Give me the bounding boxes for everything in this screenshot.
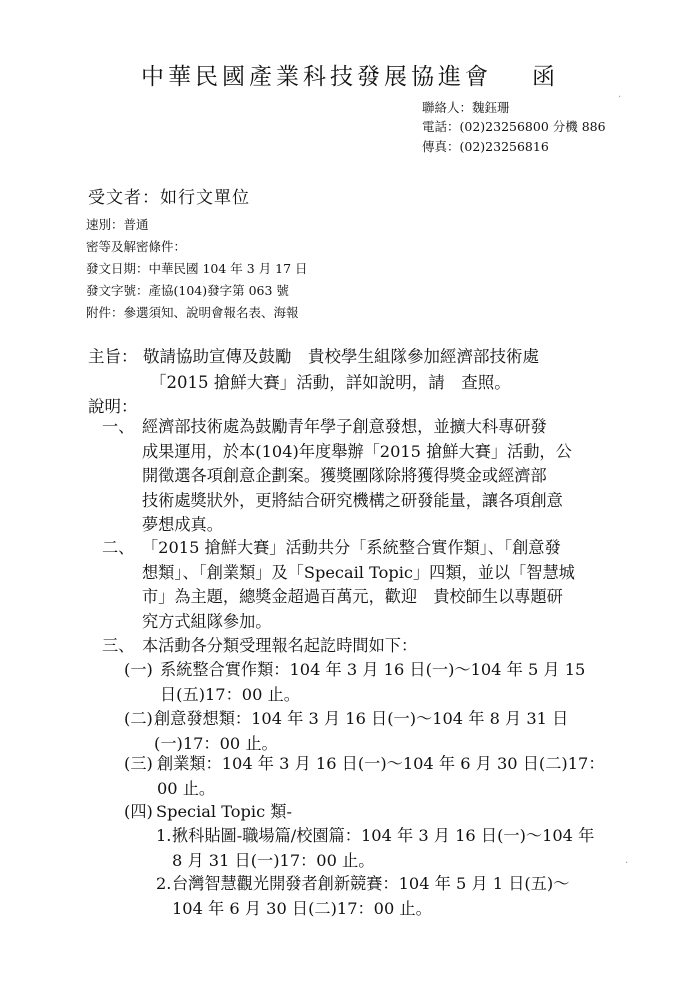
item-line: 技術處獎狀外，更將結合研究機構之研發能量，讓各項創意 bbox=[142, 490, 563, 510]
category-item bbox=[124, 707, 568, 756]
recipient: 受文者：如行文單位 bbox=[88, 188, 250, 208]
subject-line: 敬請協助宣傳及鼓勵 貴校學生組隊參加經濟部技術處 bbox=[143, 347, 539, 366]
sub-item-line: 104 年 6 月 30 日(二)17：00 止。 bbox=[172, 898, 432, 918]
category-line: 系統整合實作類：104 年 3 月 16 日(一)～104 年 5 月 15 bbox=[160, 660, 586, 679]
org-title: 中華民國產業科技發展協進會 bbox=[141, 64, 492, 90]
category-line: 00 止。 bbox=[157, 778, 216, 798]
subject bbox=[88, 344, 539, 396]
contact-phone: 電話：(02)23256800 分機 886 bbox=[422, 119, 606, 134]
explanation-label: 說明： bbox=[88, 397, 138, 416]
contact-fax: 傳真：(02)23256816 bbox=[422, 139, 549, 154]
item-line: 開徵選各項創意企劃案。獲獎團隊除將獲得獎金或經濟部 bbox=[142, 466, 547, 485]
item-line: 究方式組隊參加。 bbox=[142, 611, 272, 631]
category-line: 創意發想類：104 年 3 月 16 日(一)～104 年 8 月 31 日 bbox=[154, 709, 569, 728]
category-line: Special Topic 類- bbox=[156, 802, 292, 821]
category-line: (一)17：00 止。 bbox=[154, 733, 278, 753]
category-item bbox=[124, 800, 292, 825]
category-line: 日(五)17：00 止。 bbox=[160, 684, 300, 704]
sub-item-line: 8 月 31 日(一)17：00 止。 bbox=[172, 850, 375, 870]
doc-type: 函 bbox=[532, 64, 559, 90]
meta-date: 發文日期：中華民國 104 年 3 月 17 日 bbox=[86, 261, 308, 276]
item-number: 二、 bbox=[102, 538, 135, 557]
item-line: 經濟部技術處為鼓勵青年學子創意發想，並擴大科專研發 bbox=[142, 417, 547, 436]
scan-mark: · bbox=[618, 92, 622, 103]
meta-secrecy: 密等及解密條件： bbox=[86, 239, 187, 254]
sub-item bbox=[156, 824, 594, 873]
category-item bbox=[124, 752, 605, 801]
document-title bbox=[0, 58, 700, 91]
item-number: 一、 bbox=[102, 417, 135, 436]
item-line: 「2015 搶鮮大賽」活動共分「系統整合實作類」、「創意發 bbox=[142, 538, 561, 557]
category-item bbox=[124, 658, 585, 707]
subject-line: 「2015 搶鮮大賽」活動，詳如說明，請 查照。 bbox=[150, 373, 511, 392]
sub-item-line: 台灣智慧觀光開發者創新競賽：104 年 5 月 1 日(五)～ bbox=[172, 874, 570, 893]
item-line: 夢想成真。 bbox=[142, 515, 223, 534]
explanation-item bbox=[102, 634, 417, 659]
category-number: (二) bbox=[124, 709, 153, 728]
scan-mark: · bbox=[625, 858, 629, 869]
sub-item-number: 1. bbox=[156, 826, 172, 845]
meta-speed: 速別：普通 bbox=[86, 217, 149, 232]
category-number: (一) bbox=[124, 660, 153, 679]
explanation-item bbox=[102, 415, 572, 538]
item-number: 三、 bbox=[102, 636, 135, 655]
item-line: 想類」、「創業類」及「Specail Topic」四類，並以「智慧城 bbox=[142, 562, 575, 582]
meta-number: 發文字號：產協(104)發字第 063 號 bbox=[86, 283, 289, 298]
explanation-item bbox=[102, 536, 575, 634]
subject-label: 主旨： bbox=[88, 347, 138, 366]
category-number: (四) bbox=[124, 802, 153, 821]
category-number: (三) bbox=[124, 754, 153, 773]
meta-attachments: 附件：參選須知、說明會報名表、海報 bbox=[86, 305, 299, 320]
sub-item bbox=[156, 872, 569, 921]
item-line: 成果運用，於本(104)年度舉辦「2015 搶鮮大賽」活動，公 bbox=[142, 441, 572, 461]
sub-item-line: 揪科貼圖-職場篇/校園篇：104 年 3 月 16 日(一)～104 年 bbox=[172, 826, 595, 845]
item-line: 市」為主題，總獎金超過百萬元，歡迎 貴校師生以專題研 bbox=[142, 587, 563, 606]
item-line: 本活動各分類受理報名起訖時間如下： bbox=[142, 636, 418, 655]
contact-person: 聯絡人：魏鈺珊 bbox=[422, 100, 510, 115]
sub-item-number: 2. bbox=[156, 874, 172, 893]
category-line: 創業類：104 年 3 月 16 日(一)～104 年 6 月 30 日(二)17： bbox=[157, 754, 605, 773]
